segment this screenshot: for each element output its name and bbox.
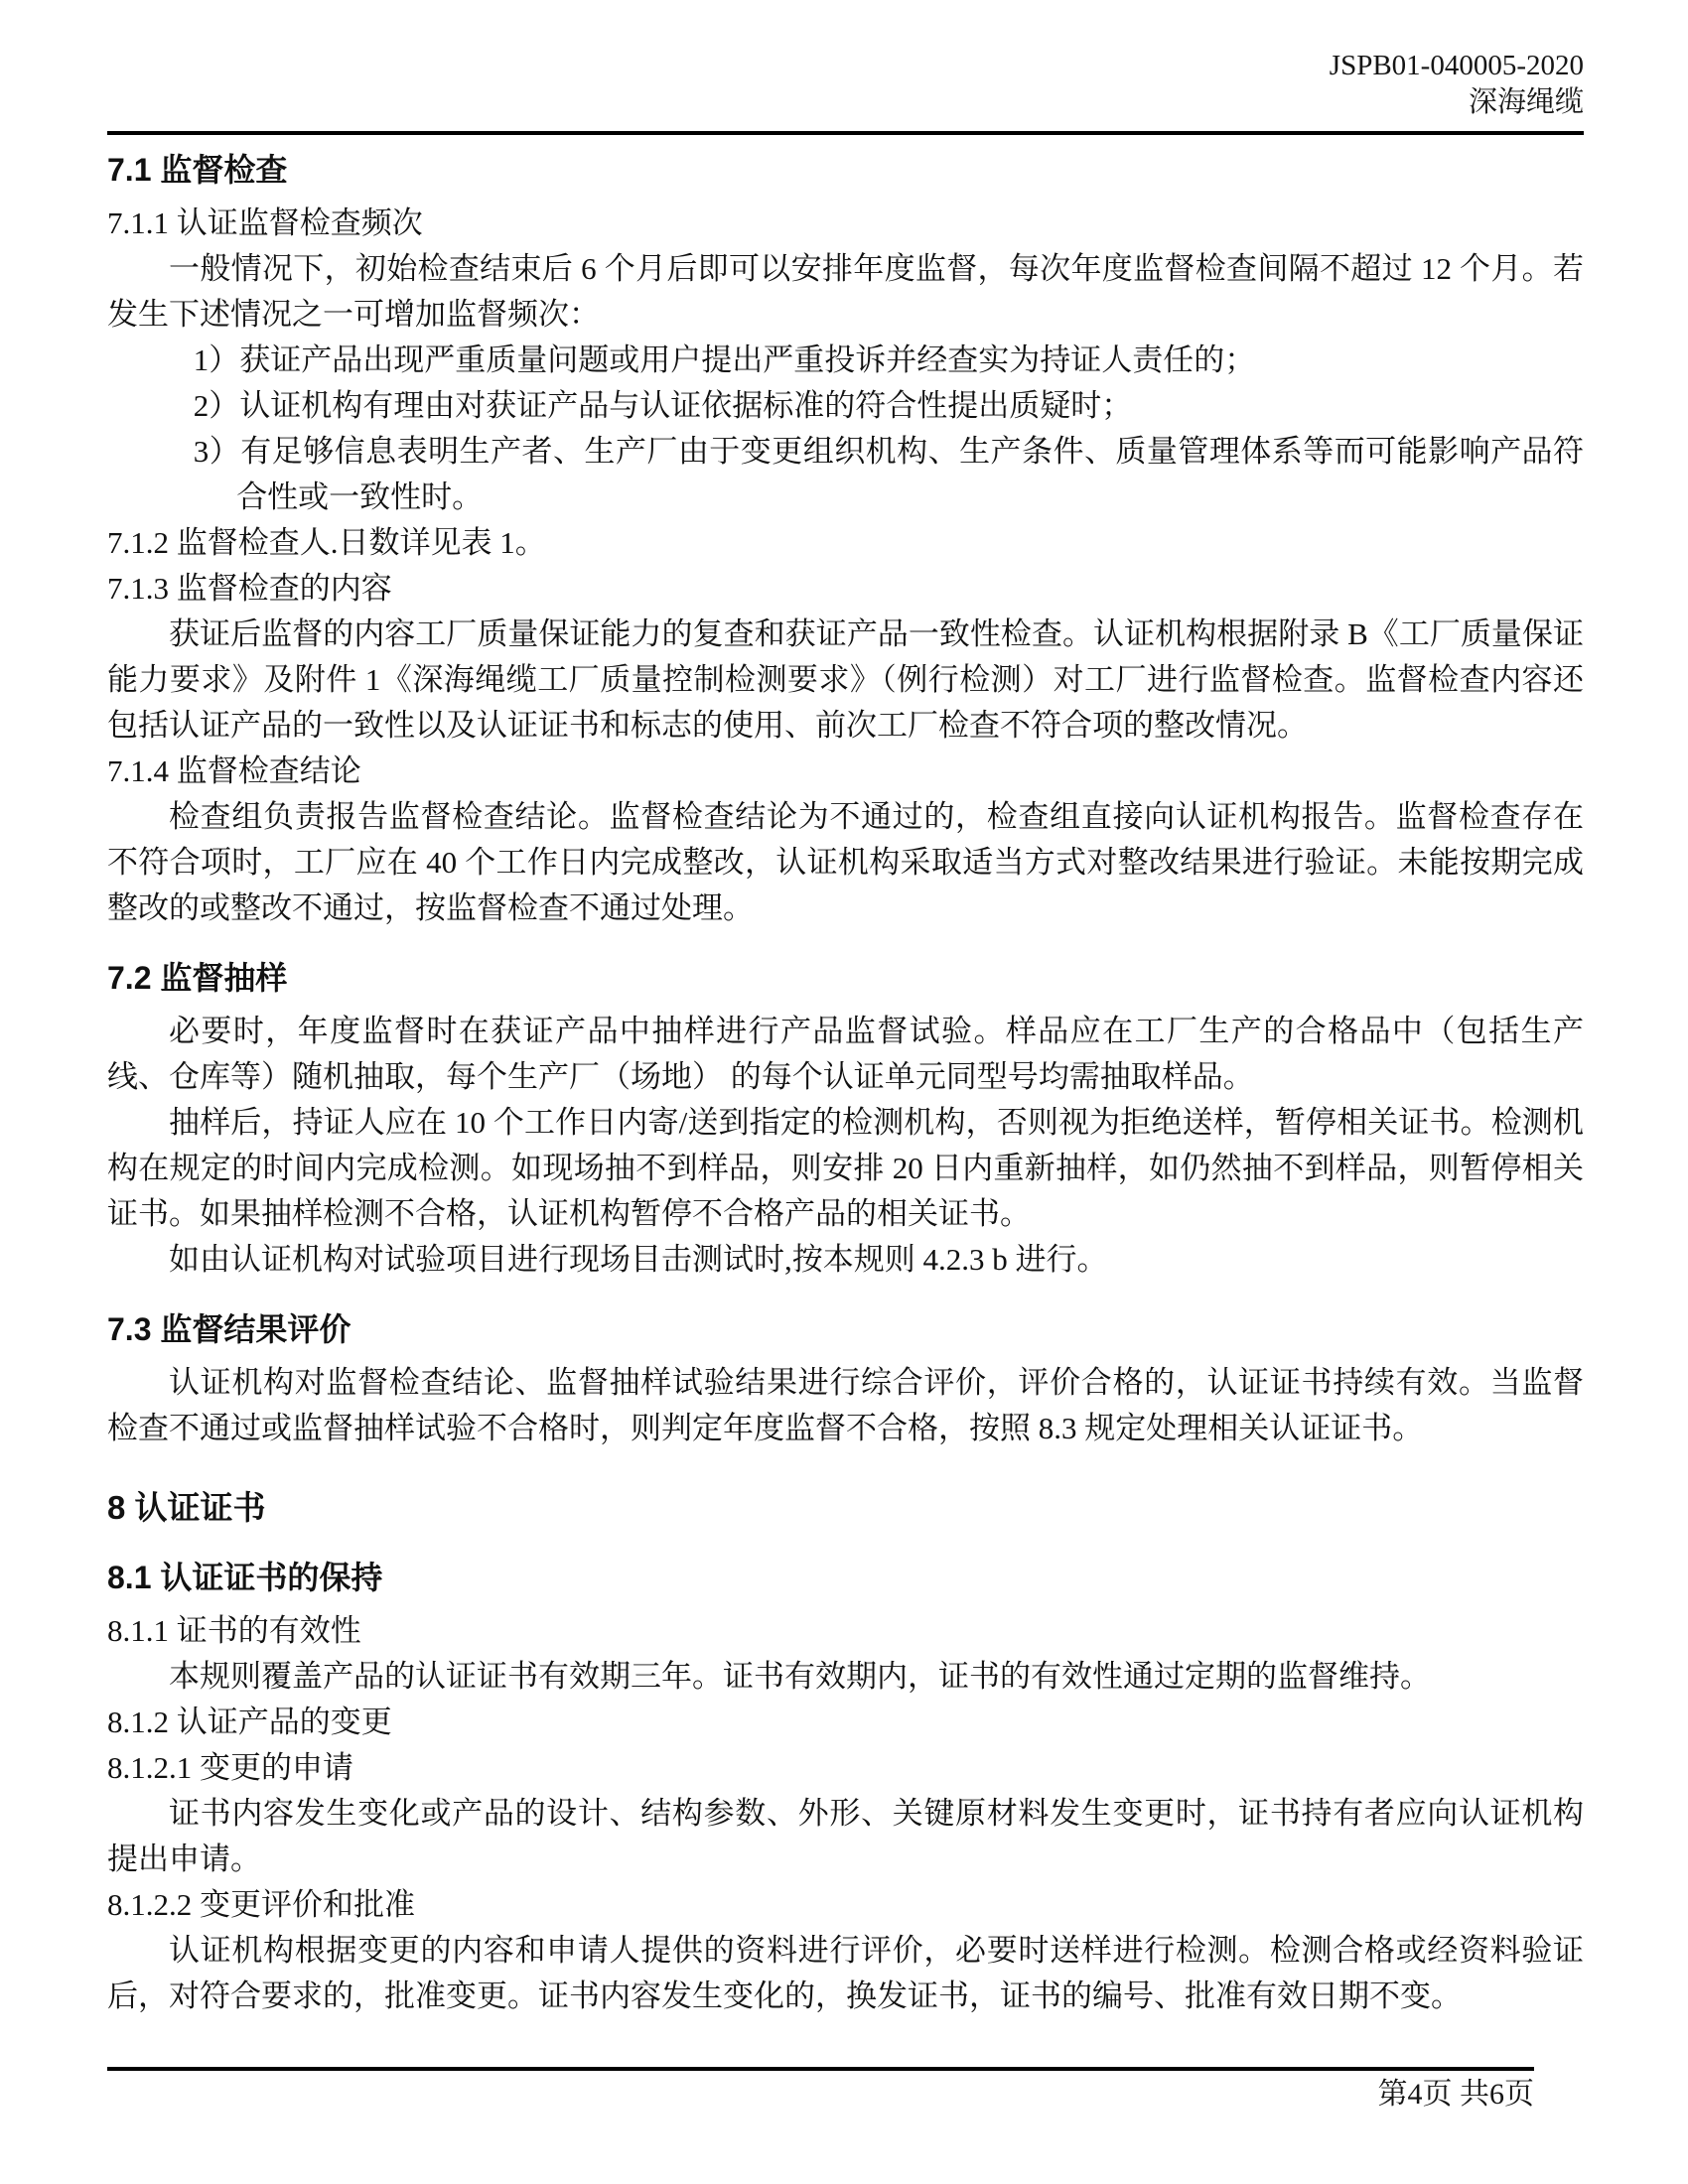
header-rule	[107, 131, 1584, 135]
list-item-text: 有足够信息表明生产者、生产厂由于变更组织机构、生产条件、质量管理体系等而可能影响产品符合性或一致性时。	[236, 434, 1585, 514]
page-number: 第4页 共6页	[1377, 2078, 1534, 2111]
list-item-text: 认证机构有理由对获证产品与认证依据标准的符合性提出质疑时；	[239, 388, 1133, 423]
list-item	[107, 383, 1584, 429]
doc-number: JSPB01-040005-2020	[1329, 50, 1584, 81]
paragraph: 检查组负责报告监督检查结论。监督检查结论为不通过的，检查组直接向认证机构报告。监督检查存在不符合项时，工厂应在 40 个工作日内完成整改，认证机构采取适当方式对整改结果进行验证。未能按期完成整改的或整改不通过，按监督检查不通过处理。	[107, 799, 1584, 925]
paragraph: 获证后监督的内容工厂质量保证能力的复查和获证产品一致性检查。认证机构根据附录 B《工厂质量保证能力要求》及附件 1《深海绳缆工厂质量控制检测要求》（例行检测）对工厂进行监督检查。监督检查内容还包括认证产品的一致性以及认证证书和标志的使用、前次工厂检查不符合项的整改情况。	[107, 616, 1584, 743]
paragraph: 必要时，年度监督时在获证产品中抽样进行产品监督试验。样品应在工厂生产的合格品中（包括生产线、仓库等）随机抽取，每个生产厂（场地） 的每个认证单元同型号均需抽取样品。	[107, 1014, 1584, 1094]
list-item	[107, 429, 1584, 520]
paragraph: 认证机构根据变更的内容和申请人提供的资料进行评价，必要时送样进行检测。检测合格或经资料验证后，对符合要求的，批准变更。证书内容发生变化的，换发证书，证书的编号、批准有效日期不变。	[107, 1933, 1584, 2013]
document-header	[107, 48, 1584, 121]
doc-title: 深海绳缆	[1468, 86, 1584, 118]
section-heading-7-2: 7.2 监督抽样	[107, 960, 288, 996]
subsection-heading-8-1-2-1: 8.1.2.1 变更的申请	[107, 1750, 353, 1785]
chapter-heading-8: 8 认证证书	[107, 1489, 266, 1526]
section-heading-8-1: 8.1 认证证书的保持	[107, 1560, 383, 1595]
list-item-marker: 3）	[193, 434, 241, 469]
subsection-heading-7-1-3: 7.1.3 监督检查的内容	[107, 571, 392, 606]
footer-rule	[107, 2067, 1534, 2071]
paragraph: 如由认证机构对试验项目进行现场目击测试时,按本规则 4.2.3 b 进行。	[169, 1242, 1108, 1277]
list-item-marker: 2）	[193, 388, 240, 423]
paragraph: 一般情况下，初始检查结束后 6 个月后即可以安排年度监督，每次年度监督检查间隔不超过 12 个月。若发生下述情况之一可增加监督频次：	[107, 251, 1584, 332]
subsection-heading-8-1-2-2: 8.1.2.2 变更评价和批准	[107, 1887, 415, 1922]
paragraph: 抽样后，持证人应在 10 个工作日内寄/送到指定的检测机构，否则视为拒绝送样，暂停相关证书。检测机构在规定的时间内完成检测。如现场抽不到样品，则安排 20 日内重新抽样，如仍然抽不到样品，则暂停相关证书。如果抽样检测不合格，认证机构暂停不合格产品的相关证书。	[107, 1105, 1584, 1231]
section-heading-7-1: 7.1 监督检查	[107, 152, 288, 188]
subsection-heading-7-1-2: 7.1.2 监督检查人.日数详见表 1。	[107, 525, 546, 560]
list-item	[107, 338, 1584, 383]
subsection-heading-7-1-1: 7.1.1 认证监督检查频次	[107, 205, 423, 240]
paragraph: 本规则覆盖产品的认证证书有效期三年。证书有效期内，证书的有效性通过定期的监督维持。	[169, 1659, 1431, 1694]
subsection-heading-7-1-4: 7.1.4 监督检查结论	[107, 753, 361, 788]
subsection-heading-8-1-2: 8.1.2 认证产品的变更	[107, 1705, 392, 1739]
subsection-heading-8-1-1: 8.1.1 证书的有效性	[107, 1613, 361, 1648]
paragraph: 证书内容发生变化或产品的设计、结构参数、外形、关键原材料发生变更时，证书持有者应向认证机构提出申请。	[107, 1796, 1584, 1876]
list-item-text: 获证产品出现严重质量问题或用户提出严重投诉并经查实为持证人责任的；	[239, 342, 1256, 377]
section-heading-7-3: 7.3 监督结果评价	[107, 1311, 352, 1347]
document-body	[107, 147, 1584, 2019]
page-content	[107, 48, 1584, 2019]
paragraph: 认证机构对监督检查结论、监督抽样试验结果进行综合评价，评价合格的，认证证书持续有效。当监督检查不通过或监督抽样试验不合格时，则判定年度监督不合格，按照 8.3 规定处理相关认证证书。	[107, 1365, 1584, 1445]
list-item-marker: 1）	[193, 342, 240, 377]
